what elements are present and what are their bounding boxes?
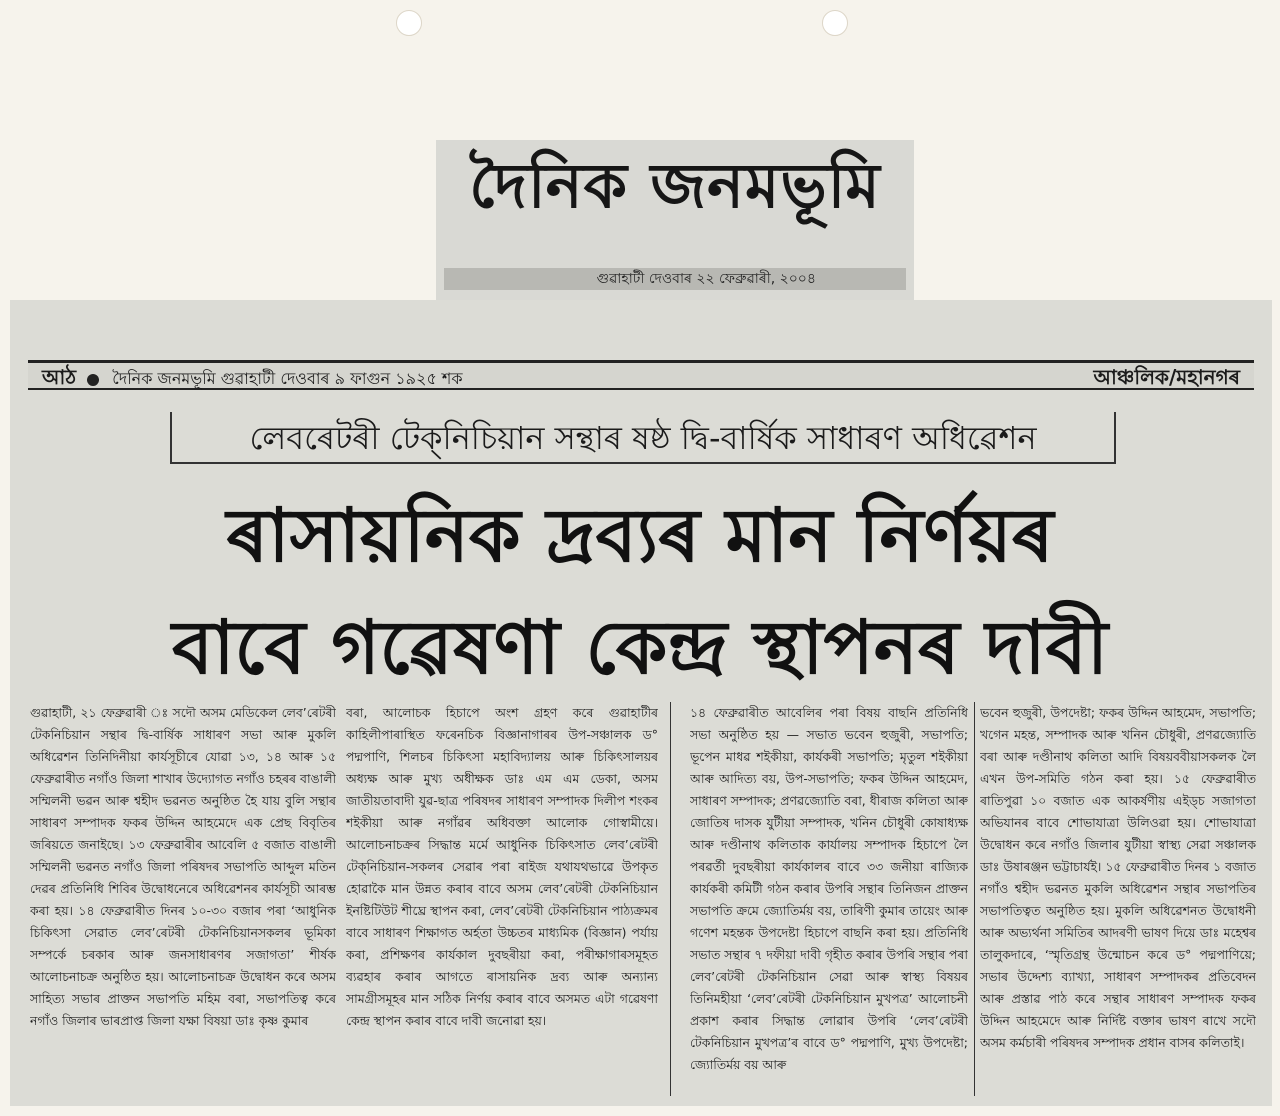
masthead-clipping [436, 140, 914, 302]
kicker-text: লেবৰেটৰী টেক্‌নিচিয়ান সন্থাৰ ষষ্ঠ দ্বি-বাৰ্ষিক সাধাৰণ অধিৱেশন [249, 419, 1037, 457]
kicker-box [170, 412, 1116, 464]
section-name: আঞ্চলিক/মহানগৰ [1093, 365, 1240, 389]
article-column-3: ১৪ ফেব্ৰুৱাৰীত আবেলিৰ পৰা বিষয় বাছনি প্ৰতিনিধি সভা অনুষ্ঠিত হয় — সভাত ভবেন হুজুৰী, সভাপতি; ভূপেন মাধৱ শইকীয়া, কাৰ্যকৰী সভাপতি; মৃতুল শইকীয়া আৰু আদিত্য বয়, উপ-সভাপতি; ফকৰ উদ্দিন আহমেদ, সাধাৰণ সম্পাদক; প্ৰণৱজ্যোতি বৰা, ধীৰাজ কলিতা আৰু জোতিষ দাসক যুটীয়া সম্পাদক, খনিন চৌধুৰী কোষাধ্যক্ষ আৰু দণ্ডীনাথ কলিতাক কাৰ্যালয় সম্পাদক হিচাপে লৈ পৰৱৰ্তী দুবছৰীয়া কাৰ্যকালৰ বাবে ৩৩ জনীয়া ৰাজ্যিক কাৰ্যকৰী কমিটী গঠন কৰাৰ উপৰি সন্থাৰ তিনিজন প্ৰাক্তন সভাপতি ক্ৰমে জ্যোতিৰ্ময় বয়, তাৰিণী কুমাৰ তায়েং আৰু গণেশ মহন্তক উপদেষ্টা হিচাপে বাছনি কৰা হয়। প্ৰতিনিধি সভাত সন্থাৰ ৭ দফীয়া দাবী গৃহীত কৰাৰ উপৰি সন্থাৰ পৰা লেব’ৰেটৰী টেকনিচিয়ান সেৱা আৰু স্বাস্থ্য বিষয়ৰ তিনিমহীয়া ‘লেব’ৰেটৰী টেকনিচিয়ান মুখপত্ৰ’ আলোচনী প্ৰকাশ কৰাৰ সিদ্ধান্ত লোৱাৰ উপৰি ‘লেব’ৰেটৰী টেকনিচিয়ান মুখপত্ৰ’ৰ বাবে ড° পদ্মপাণি, মুখ্য উপদেষ্টা; জ্যোতিৰ্ময় বয় আৰু [690, 705, 968, 1072]
column-divider [670, 702, 671, 1096]
article-column-1: গুৱাহাটী, ২১ ফেব্ৰুৱাৰী ঃ সদৌ অসম মেডিকেল লেব’ৰেটৰী টেকনিচিয়ান সন্থাৰ দ্বি-বাৰ্ষিক সাধাৰণ সভা আৰু মুকলি অধিৱেশন তিনিদিনীয়া কাৰ্যসূচীৰে যোৱা ১৩, ১৪ আৰু ১৫ ফেব্ৰুৱাৰীত নগাঁও জিলা শাখাৰ উদ্যোগত নগাঁও চহৰৰ বাঙালী সম্মিলনী ভৱন আৰু শ্বহীদ ভৱনত অনুষ্ঠিত হৈ যায় বুলি সন্থাৰ সাধাৰণ সম্পাদক ফকৰ উদ্দিন আহমেদে এক প্ৰেছ বিবৃতিৰ জৰিয়তে জনাইছে। ১৩ ফেব্ৰুৱাৰীৰ আবেলি ৫ বজাত বাঙালী সম্মিলনী ভৱনত নগাঁও জিলা পৰিষদৰ সভাপতি আব্দুল মতিন দেৱৰ প্ৰতিনিধি শিবিৰ উদ্বোধনেৰে অধিৱেশনৰ কাৰ্যসূচী আৰম্ভ কৰা হয়। ১৪ ফেব্ৰুৱাৰীত দিনৰ ১০-৩০ বজাৰ পৰা ‘আধুনিক চিকিৎসা সেৱাত লেব’ৰেটৰী টেকনিচিয়ানসকলৰ ভূমিকা সম্পৰ্কে চৰকাৰ আৰু জনসাধাৰণৰ সজাগতা’ শীৰ্ষক আলোচনাচক্ৰ অনুষ্ঠিত হয়। আলোচনাচক্ৰ উদ্বোধন কৰে অসম সাহিত্য সভাৰ প্ৰাক্তন সভাপতি মহিম বৰা, সভাপতিত্ব কৰে নগাঁও জিলাৰ ভাৰপ্ৰাপ্ত জিলা যক্ষা বিষয়া ডাঃ কৃষ্ণ কুমাৰ [30, 705, 336, 1028]
section-header-bar [28, 360, 1254, 390]
article-clipping [10, 300, 1272, 1106]
punch-hole-right [822, 10, 848, 36]
article-column-4: ভবেন হুজুৰী, উপদেষ্টা; ফকৰ উদ্দিন আহমেদ, সভাপতি; খগেন মহন্ত, সম্পাদক আৰু খনিন চৌধুৰী, প্ৰণৱজ্যোতি বৰা আৰু দণ্ডীনাথ কলিতা আদি বিষয়ববীয়াসকলক লৈ এখন উপ-সমিতি গঠন কৰা হয়। ১৫ ফেব্ৰুৱাৰীত ৰাতিপুৱা ১০ বজাত এক আকৰ্ষণীয় এইড্‌চ সজাগতা অভিযানৰ বাবে শোভাযাত্ৰা উলিওৱা হয়। শোভাযাত্ৰা উদ্বোধন কৰে নগাঁও জিলাৰ যুটীয়া স্বাস্থ্য সেৱা সঞ্চালক ডাঃ উষাৰঞ্জন ভট্টাচাৰ্যই। ১৫ ফেব্ৰুৱাৰীত দিনৰ ১ বজাত নগাঁও শ্বহীদ ভৱনত মুকলি অধিৱেশন সন্থাৰ সভাপতিৰ সভাপতিত্বত অনুষ্ঠিত হয়। মুকলি অধিৱেশনত উদ্বোধনী আৰু অভ্যৰ্থনা সমিতিৰ আদৰণী ভাষণ দিয়ে ডাঃ মহেশ্বৰ তালুকদাৰে, ‘স্মৃতিগ্ৰন্থ উন্মোচন কৰে ড° পদ্মপাণিয়ে; সভাৰ উদ্দেশ্য ব্যাখ্যা, সাধাৰণ সম্পাদকৰ প্ৰতিবেদন আৰু প্ৰস্তাৱ পাঠ কৰে সন্থাৰ সাধাৰণ সম্পাদক ফকৰ উদ্দিন আহমেদে আৰু নিৰ্দিষ্ট বক্তাৰ ভাষণ ৰাখে সদৌ অসম কৰ্মচাৰী পৰিষদৰ সম্পাদক প্ৰধান বাসৰ কলিতাই। [980, 705, 1256, 1050]
bullet-icon [87, 374, 99, 386]
headline-line-1: ৰাসায়নিক দ্ৰব্যৰ মান নিৰ্ণয়ৰ [226, 493, 1054, 579]
column-divider [974, 702, 975, 1096]
article-body [30, 702, 1256, 1096]
headline-line-2: বাবে গৱেষণা কেন্দ্ৰ স্থাপনৰ দাবী [171, 605, 1108, 691]
newspaper-masthead: দৈনিক জনমভূমি [469, 149, 881, 222]
masthead-dateline: গুৱাহাটী দেওবাৰ ২২ ফেব্ৰুৱাৰী, ২০০৪ [444, 268, 906, 290]
page-number: আঠ [42, 365, 77, 389]
article-column-2: বৰা, আলোচক হিচাপে অংশ গ্ৰহণ কৰে গুৱাহাটীৰ কাহিলীপাৰাস্থিত ফৰেনচিক বিজ্ঞানাগাৰৰ উপ-সঞ্চালক ড° পদ্মপাণি, শিলচৰ চিকিৎসা মহাবিদ্যালয় আৰু চিকিৎসালয়ৰ অধ্যক্ষ আৰু মুখ্য অধীক্ষক ডাঃ এম এম ডেকা, অসম জাতীয়তাবাদী যুৱ-ছাত্ৰ পৰিষদৰ সাধাৰণ সম্পাদক দিলীপ শংকৰ শইকীয়া আৰু নগাঁৱৰ অধিবক্তা আলোক গোস্বামীয়ে। আলোচনাচক্ৰৰ সিদ্ধান্ত মৰ্মে আধুনিক চিকিৎসাত লেব’ৰেটৰী টেক্‌নিচিয়ান-সকলৰ সেৱাৰ পৰা ৰাইজ যথাযথভাৱে উপকৃত হোৱাকৈ মান উন্নত কৰাৰ বাবে অসম লেব’ৰেটৰী টেকনিচিয়ান ইনষ্টিটিউট শীঘ্ৰে স্থাপন কৰা, লেব’ৰেটৰী টেকনিচিয়ান পাঠ্যক্ৰমৰ বাবে সাধাৰণ শিক্ষাগত অৰ্হতা উচ্চতৰ মাধ্যমিক (বিজ্ঞান) পৰ্যায় কৰা, প্ৰশিক্ষণৰ কাৰ্যকাল দুবছৰীয়া কৰা, পৰীক্ষাগাৰসমূহত ব্যৱহাৰ কৰাৰ আগতে ৰাসায়নিক দ্ৰব্য আৰু অন্যান্য সামগ্ৰীসমূহৰ মান সঠিক নিৰ্ণয় কৰাৰ বাবে অসমত এটা গৱেষণা কেন্দ্ৰ স্থাপন কৰাৰ বাবে দাবী জনোৱা হয়। [346, 705, 658, 1028]
header-info: দৈনিক জনমভূমি গুৱাহাটী দেওবাৰ ৯ ফাগুন ১৯২৫ শক [112, 369, 463, 388]
punch-hole-left [396, 10, 422, 36]
header-left [42, 366, 463, 390]
